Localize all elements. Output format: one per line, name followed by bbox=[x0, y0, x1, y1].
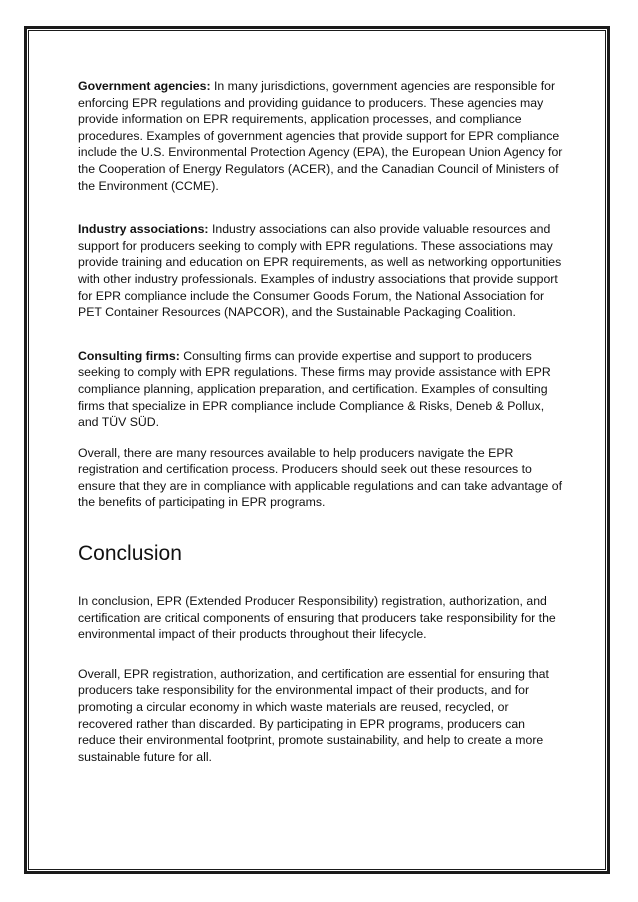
paragraph-overall-resources: Overall, there are many resources available to help producers navigate the EPR registration and certification process. Producers should seek out these resources to ensure that they are in compliance with applicable regulations and can take advantage of the benefits of participating in EPR programs. bbox=[78, 445, 562, 510]
text-government-agencies: In many jurisdictions, government agencies are responsible for enforcing EPR regulations and providing guidance to producers. These agencies may provide information on EPR requirements, application processes, and compliance procedures. Examples of government agencies that provide support for EPR compliance include the U.S. Environmental Protection Agency (EPA), the European Union Agency for the Cooperation of Energy Regulators (ACER), and the Canadian Council of Ministers of the Environment (CCME). bbox=[78, 79, 563, 193]
paragraph-industry-associations bbox=[78, 221, 564, 321]
label-industry-associations: Industry associations: bbox=[78, 222, 209, 237]
conclusion-heading: Conclusion bbox=[78, 542, 182, 566]
document-body bbox=[78, 78, 564, 765]
label-government-agencies: Government agencies: bbox=[78, 79, 211, 93]
paragraph-government-agencies bbox=[78, 78, 564, 194]
text-industry-associations: Industry associations can also provide valuable resources and support for producers seeking to comply with EPR regulations. These associations may provide training and education on EPR requirements, as well as networking opportunities with other industry professionals. Examples of industry associations that provide support for EPR compliance include the Consumer Goods Forum, the National Association for PET Container Resources (NAPCOR), and the Sustainable Packaging Coalition. bbox=[78, 222, 562, 320]
text-consulting-firms: Consulting firms can provide expertise and support to producers seeking to comply with EPR regulations. These firms may provide assistance with EPR compliance planning, application preparation, and certification. Examples of consulting firms that specialize in EPR compliance include Compliance & Risks, Deneb & Pollux, and TÜV SÜD. bbox=[78, 348, 551, 430]
label-consulting-firms: Consulting firms: bbox=[78, 348, 180, 363]
conclusion-paragraph-1: In conclusion, EPR (Extended Producer Responsibility) registration, authorization, and certification are critical components of ensuring that producers take responsibility for the environmental impact of their products throughout their lifecycle. bbox=[78, 594, 556, 642]
conclusion-paragraph-2: Overall, EPR registration, authorization, and certification are essential for ensuring that producers take responsibility for the environmental impact of their products, and for promoting a circular economy in which waste materials are reused, recycled, or recovered rather than discarded. By participating in EPR programs, producers can reduce their environmental footprint, promote sustainability, and help to create a more sustainable future for all. bbox=[78, 666, 549, 764]
paragraph-consulting-firms bbox=[78, 348, 564, 431]
